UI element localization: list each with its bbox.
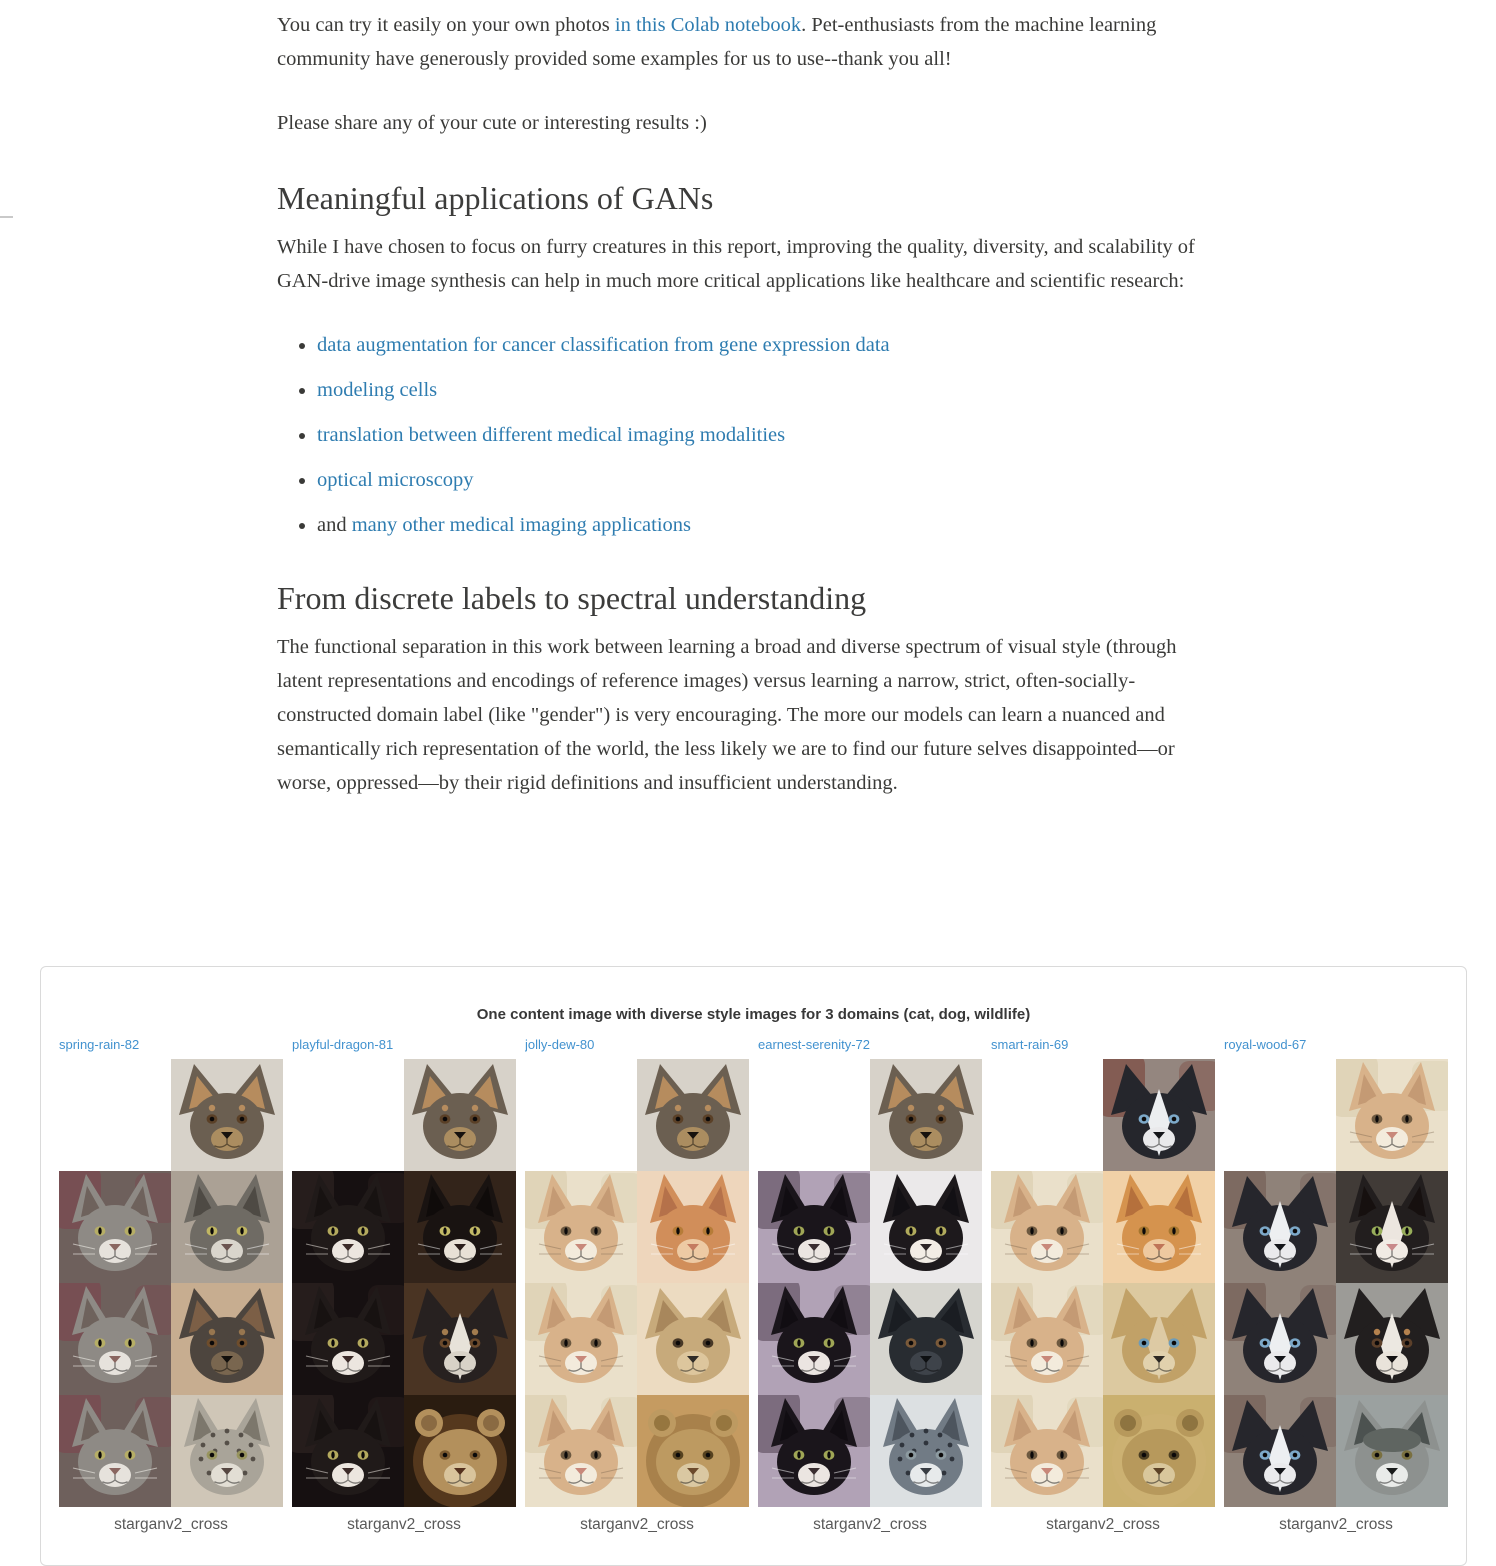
grid-cell-result-black-dog [870,1283,982,1395]
grid-cell-result-orange-cat [637,1171,749,1283]
column-caption: starganv2_cross [580,1516,694,1533]
grid-cell-style-dark-cat [758,1395,870,1507]
run-name-link[interactable]: smart-rain-69 [991,1037,1069,1052]
cell-image-result-black-white-dog [404,1283,516,1395]
cell-image-result-lion [404,1395,516,1507]
grid-cell-empty [1224,1059,1336,1171]
grid-cell-result-lion [404,1395,516,1507]
cell-image-content-chihuahua [637,1059,749,1171]
column-caption: starganv2_cross [114,1516,228,1533]
grid-cell-style-gray-cat [59,1171,171,1283]
grid-cell-content-cream-cat [1336,1059,1448,1171]
column-caption: starganv2_cross [1046,1516,1160,1533]
grid-cell-result-lion-cub [1103,1395,1215,1507]
run-column [991,1037,1215,1534]
cell-image-result-black-dog [870,1283,982,1395]
grid-cell-content-chihuahua [870,1059,982,1171]
grid-cell-empty [292,1059,404,1171]
run-name-link[interactable]: jolly-dew-80 [525,1037,595,1052]
column-grid [59,1059,283,1507]
cell-image-style-cream-cat [525,1171,637,1283]
panel-columns [59,1037,1448,1534]
column-grid [292,1059,516,1507]
run-name-link[interactable]: earnest-serenity-72 [758,1037,870,1052]
cell-image-style-cream-cat [991,1395,1103,1507]
cancer-classification-link[interactable]: data augmentation for cancer classification from gene expression data [317,334,890,356]
grid-cell-style-cream-cat [991,1395,1103,1507]
left-edge-tick [0,216,13,218]
share-paragraph: Please share any of your cute or interesting results :) [277,112,707,134]
grid-cell-result-gray-cat [171,1171,283,1283]
grid-cell-result-orange-tabby [1103,1171,1215,1283]
cell-image-style-gray-cat [59,1395,171,1507]
cell-image-result-black-cat-light-bg [870,1171,982,1283]
run-name-link[interactable]: spring-rain-82 [59,1037,140,1052]
cell-image-style-cream-cat [525,1395,637,1507]
cell-image-result-lion-tan [637,1395,749,1507]
grid-cell-content-husky [1103,1059,1215,1171]
run-column [525,1037,749,1534]
optical-microscopy-link[interactable]: optical microscopy [317,469,474,491]
grid-cell-style-cream-cat [991,1283,1103,1395]
cell-image-style-cream-cat [991,1283,1103,1395]
grid-cell-result-snow-leopard-blue [870,1395,982,1507]
grid-cell-result-snow-leopard [171,1395,283,1507]
cell-image-style-husky [1224,1395,1336,1507]
cell-image-result-gray-cat [171,1171,283,1283]
column-caption: starganv2_cross [813,1516,927,1533]
grid-cell-result-lion-tan [637,1395,749,1507]
cell-image-result-black-cat [404,1171,516,1283]
grid-cell-style-tuxedo-cat [292,1395,404,1507]
grid-cell-result-border-collie [1336,1283,1448,1395]
grid-cell-style-husky [1224,1395,1336,1507]
cell-image-content-cream-cat [1336,1059,1448,1171]
cell-image-style-tuxedo-cat [292,1171,404,1283]
colab-notebook-link[interactable]: in this Colab notebook [614,14,802,36]
cell-image-style-dark-cat [758,1395,870,1507]
intro-paragraph [277,8,1223,76]
run-column [758,1037,982,1534]
grid-cell-empty [991,1059,1103,1171]
column-caption: starganv2_cross [1279,1516,1393,1533]
grid-cell-result-black-cat-light-bg [870,1171,982,1283]
cell-image-style-dark-cat [758,1283,870,1395]
list-item [317,418,1223,452]
grid-cell-style-cream-cat [525,1171,637,1283]
cell-image-result-lion-cub [1103,1395,1215,1507]
cell-image-style-cream-cat [991,1171,1103,1283]
cell-image-result-tan-dog [637,1283,749,1395]
grid-cell-style-dark-cat [758,1171,870,1283]
grid-cell-result-tan-husky-dog [1103,1283,1215,1395]
media-panel [40,966,1467,1566]
list-item [317,328,1223,362]
grid-cell-empty [59,1059,171,1171]
grid-cell-style-tuxedo-cat [292,1283,404,1395]
grid-cell-style-tuxedo-cat [292,1171,404,1283]
grid-cell-content-chihuahua [171,1059,283,1171]
grid-cell-style-dark-cat [758,1283,870,1395]
cell-image-style-gray-cat [59,1171,171,1283]
run-column [292,1037,516,1534]
list-item [317,373,1223,407]
cell-image-result-orange-cat [637,1171,749,1283]
run-name-link[interactable]: playful-dragon-81 [292,1037,394,1052]
grid-cell-style-gray-cat [59,1283,171,1395]
grid-cell-result-black-white-dog [404,1283,516,1395]
column-caption: starganv2_cross [347,1516,461,1533]
intro-text-post: . Pet-enthusiasts from the machine learning community have generously provided some examples for us to use--thank you all! [277,14,1157,70]
run-column [59,1037,283,1534]
other-medical-imaging-link[interactable]: many other medical imaging applications [351,514,692,536]
grid-cell-result-gray-wolf [1336,1395,1448,1507]
column-grid [758,1059,982,1507]
grid-cell-result-dark-dog [171,1283,283,1395]
applications-paragraph: While I have chosen to focus on furry creatures in this report, improving the quality, diversity, and scalability of GAN-drive image synthesis can help in much more critical applications like healthcare and scientific research: [277,236,1195,292]
grid-cell-style-cream-cat [525,1283,637,1395]
spectral-paragraph: The functional separation in this work between learning a broad and diverse spectrum of visual style (through latent representations and encodings of reference images) versus learning a narrow, strict, often-socially-constructed domain label (like "gender") is very encouraging. The more our models can learn a nuanced and semantically rich representation of the world, the less likely we are to find our future selves disappointed—or worse, oppressed—by their rigid definitions and insufficient understanding. [277,636,1177,794]
cell-image-result-border-collie [1336,1283,1448,1395]
grid-cell-style-husky [1224,1171,1336,1283]
cell-image-style-gray-cat [59,1283,171,1395]
cell-image-style-dark-cat [758,1171,870,1283]
cell-image-content-husky [1103,1059,1215,1171]
list-item [317,508,1223,542]
cell-image-style-cream-cat [525,1283,637,1395]
report-article [277,8,1223,830]
applications-list [277,328,1223,542]
heading-spectral-understanding: From discrete labels to spectral understanding [277,580,867,616]
grid-cell-style-husky [1224,1283,1336,1395]
cell-image-style-tuxedo-cat [292,1395,404,1507]
column-grid [1224,1059,1448,1507]
grid-cell-result-tuxedo-cat [1336,1171,1448,1283]
grid-cell-style-gray-cat [59,1395,171,1507]
cell-image-style-husky [1224,1283,1336,1395]
cell-image-result-tuxedo-cat [1336,1171,1448,1283]
modeling-cells-link[interactable]: modeling cells [317,379,438,401]
cell-image-style-tuxedo-cat [292,1283,404,1395]
medical-imaging-translation-link[interactable]: translation between different medical imaging modalities [317,424,786,446]
grid-cell-empty [525,1059,637,1171]
column-grid [525,1059,749,1507]
grid-cell-style-cream-cat [991,1171,1103,1283]
cell-image-content-chihuahua [404,1059,516,1171]
cell-image-result-gray-wolf [1336,1395,1448,1507]
cell-image-result-orange-tabby [1103,1171,1215,1283]
panel-title: One content image with diverse style images for 3 domains (cat, dog, wildlife) [476,1006,1031,1023]
cell-image-content-chihuahua [870,1059,982,1171]
cell-image-content-chihuahua [171,1059,283,1171]
cell-image-result-snow-leopard [171,1395,283,1507]
grid-cell-content-chihuahua [404,1059,516,1171]
grid-cell-empty [758,1059,870,1171]
cell-image-result-tan-husky-dog [1103,1283,1215,1395]
grid-cell-content-chihuahua [637,1059,749,1171]
cell-image-style-husky [1224,1171,1336,1283]
heading-meaningful-applications: Meaningful applications of GANs [277,180,714,216]
cell-image-result-snow-leopard-blue [870,1395,982,1507]
run-name-link[interactable]: royal-wood-67 [1224,1037,1307,1052]
grid-cell-result-black-cat [404,1171,516,1283]
list-item [317,463,1223,497]
grid-cell-result-tan-dog [637,1283,749,1395]
cell-image-result-dark-dog [171,1283,283,1395]
column-grid [991,1059,1215,1507]
grid-cell-style-cream-cat [525,1395,637,1507]
intro-text-pre: You can try it easily on your own photos [277,14,615,36]
list-item-pre-text: and [317,514,352,536]
run-column [1224,1037,1448,1534]
